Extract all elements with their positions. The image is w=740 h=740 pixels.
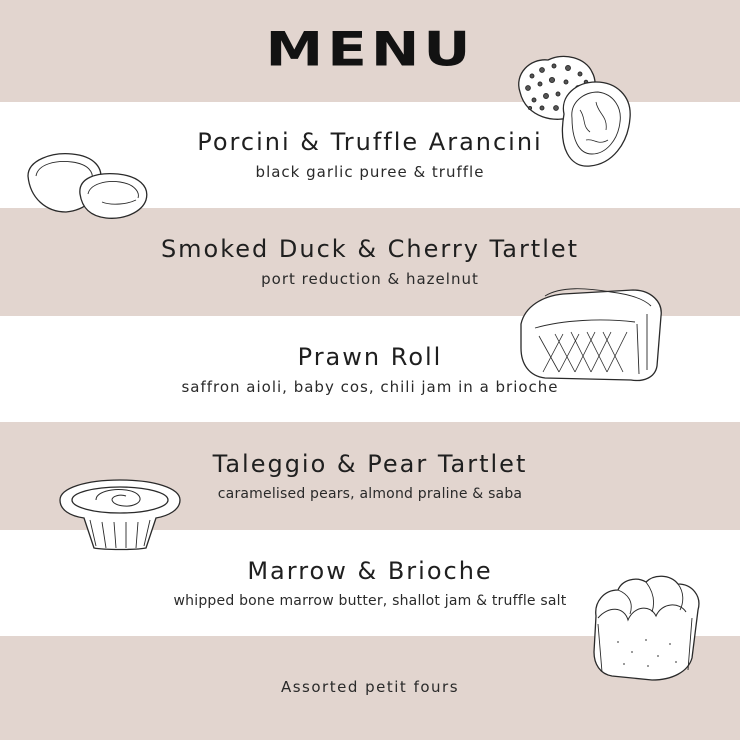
menu-item-description: black garlic puree & truffle <box>255 163 485 181</box>
tart-icon <box>56 476 184 552</box>
menu-item-name: Prawn Roll <box>297 343 443 371</box>
tartlet-shells-icon <box>24 150 154 222</box>
menu-item-description: port reduction & hazelnut <box>261 270 479 288</box>
menu-item-description: caramelised pears, almond praline & saba <box>217 486 523 502</box>
truffle-icon <box>512 52 637 174</box>
menu-item-description: saffron aioli, baby cos, chili jam in a brioche <box>181 378 559 396</box>
menu-item-name: Smoked Duck & Cherry Tartlet <box>160 235 580 263</box>
menu-item-name: Porcini & Truffle Arancini <box>197 128 543 156</box>
brioche-icon <box>588 572 704 684</box>
bread-loaf-icon <box>515 284 665 384</box>
menu-item-name: Taleggio & Pear Tartlet <box>212 450 528 478</box>
footer-text: Assorted petit fours <box>280 678 460 696</box>
menu-item-name: Marrow & Brioche <box>247 557 493 585</box>
menu-item-description: whipped bone marrow butter, shallot jam & truffle salt <box>173 593 567 609</box>
menu-title: MENU <box>265 21 475 77</box>
menu-item <box>0 234 740 290</box>
